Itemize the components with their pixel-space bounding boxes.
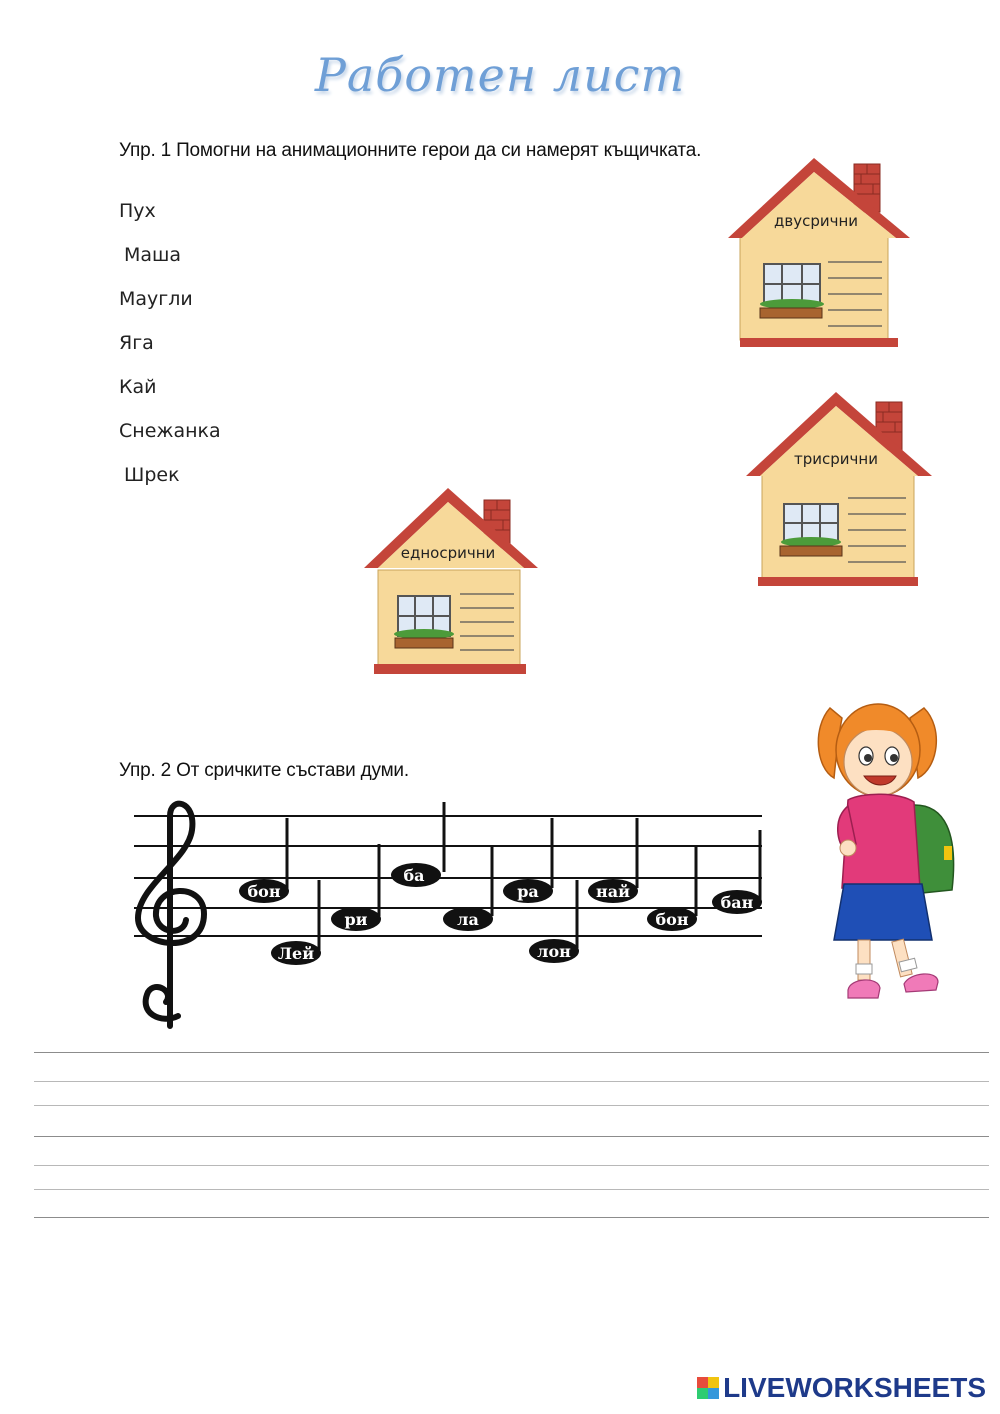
house-two-label: двусрични <box>773 212 859 230</box>
syllable-ri: ри <box>344 910 368 929</box>
name-masha: Маша <box>124 244 182 266</box>
name-kai: Кай <box>119 376 157 398</box>
answer-line-5[interactable] <box>34 1165 989 1166</box>
syllable-bon-2: бон <box>655 910 689 929</box>
girl-with-backpack-illustration <box>812 688 962 1008</box>
note-syllable-4 <box>391 802 444 887</box>
house-two-syllable[interactable] <box>724 152 914 352</box>
name-snow-white: Снежанка <box>119 420 221 442</box>
note-syllable-1 <box>239 818 289 903</box>
answer-line-3[interactable] <box>34 1105 989 1106</box>
answer-line-2[interactable] <box>34 1081 989 1082</box>
note-syllable-3 <box>331 844 381 931</box>
answer-line-4[interactable] <box>34 1136 989 1137</box>
treble-clef-icon <box>138 804 204 1026</box>
task-1-instruction: Упр. 1 Помогни на анимационните герои да си намерят къщичката. <box>119 140 702 161</box>
name-mowgli: Маугли <box>119 288 193 310</box>
syllable-bon-1: бон <box>247 882 281 901</box>
name-pooh: Пух <box>119 200 156 222</box>
note-syllable-8 <box>588 818 638 903</box>
liveworksheets-logo-icon <box>697 1377 719 1399</box>
note-syllable-5 <box>443 846 493 931</box>
note-syllable-6 <box>503 818 553 903</box>
house-three-label: трисрични <box>794 450 878 468</box>
syllable-ley: Лей <box>277 944 315 963</box>
liveworksheets-brand-text: LIVEWORKSHEETS <box>723 1372 986 1403</box>
name-shrek: Шрек <box>124 464 180 486</box>
answer-line-1[interactable] <box>34 1052 989 1053</box>
syllable-la: ла <box>457 910 479 929</box>
syllable-lon: лон <box>537 942 571 961</box>
house-one-syllable[interactable] <box>360 486 550 682</box>
house-one-label: едносрични <box>400 544 496 562</box>
answer-line-6[interactable] <box>34 1189 989 1190</box>
name-yaga: Яга <box>119 332 154 354</box>
syllable-ra: ра <box>517 882 539 901</box>
page-title: Работен лист <box>314 48 686 102</box>
house-three-syllable[interactable] <box>742 390 932 590</box>
music-staff <box>130 796 770 1036</box>
answer-line-7[interactable] <box>34 1217 989 1218</box>
note-syllable-9 <box>647 846 697 931</box>
syllable-nay: най <box>596 882 630 901</box>
note-syllable-10 <box>712 830 762 914</box>
syllable-ban: бан <box>720 893 754 912</box>
task-2-instruction: Упр. 2 От сричките състави думи. <box>119 760 409 781</box>
liveworksheets-logo <box>697 1372 986 1404</box>
syllable-ba: ба <box>403 866 425 885</box>
